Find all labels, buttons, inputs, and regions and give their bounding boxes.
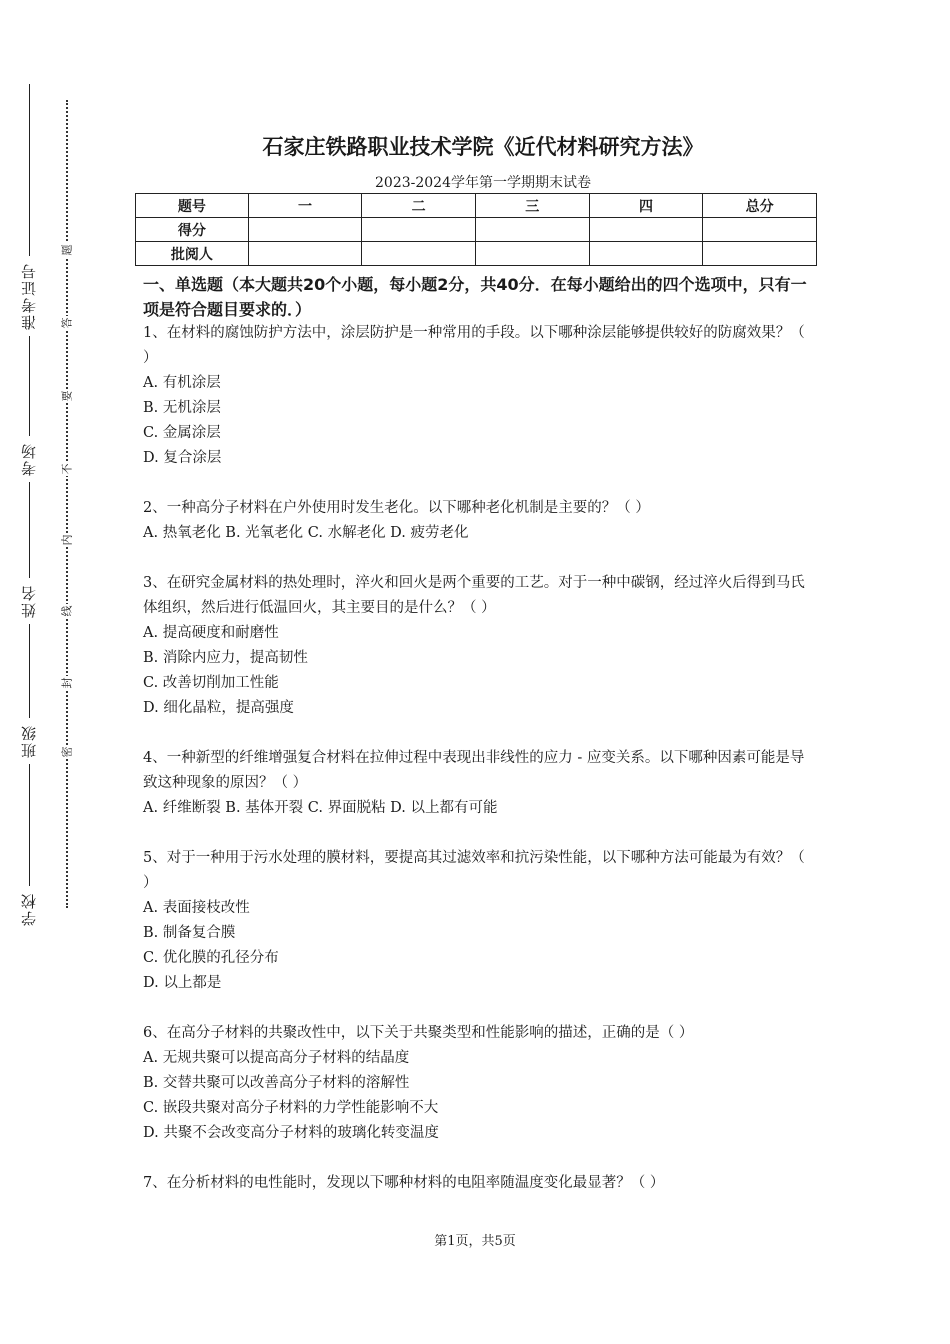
option-b: B. 交替共聚可以改善高分子材料的溶解性 xyxy=(143,1075,410,1091)
score-cell xyxy=(248,218,362,242)
seal-line xyxy=(66,100,68,908)
question-7 xyxy=(143,1171,815,1196)
score-table-row xyxy=(136,242,817,266)
page-subtitle: 2023-2024学年第一学期期末试卷 xyxy=(375,175,591,191)
field-exam-room-label: 考场 xyxy=(20,442,38,476)
score-table-row xyxy=(136,218,817,242)
option-b: B. 无机涂层 xyxy=(143,400,221,416)
question-stem: 6、在高分子材料的共聚改性中，以下关于共聚类型和性能影响的描述，正确的是（ ） xyxy=(143,1025,694,1041)
score-header-cell: 题号 xyxy=(136,194,249,218)
inline-options: A. 热氧老化 B. 光氧老化 C. 水解老化 D. 疲劳老化 xyxy=(143,525,469,541)
score-row-label: 得分 xyxy=(136,218,249,242)
option-c: C. 金属涂层 xyxy=(143,425,221,441)
score-header-cell: 总分 xyxy=(703,194,817,218)
seal-char: 内 xyxy=(60,534,73,546)
seal-char: 不 xyxy=(60,463,73,475)
inline-options: A. 纤维断裂 B. 基体开裂 C. 界面脱粘 D. 以上都有可能 xyxy=(143,800,498,816)
field-line xyxy=(29,624,30,718)
score-cell xyxy=(362,218,476,242)
score-table xyxy=(135,193,817,266)
score-row-label: 批阅人 xyxy=(136,242,249,266)
question-3 xyxy=(143,571,815,721)
question-stem: 4、一种新型的纤维增强复合材料在拉伸过程中表现出非线性的应力 - 应变关系。以下哪种因素可能是导致这种现象的原因？（ ） xyxy=(143,750,805,791)
seal-char: 题 xyxy=(60,244,73,256)
field-line xyxy=(29,336,30,436)
question-stem: 2、一种高分子材料在户外使用时发生老化。以下哪种老化机制是主要的？（ ） xyxy=(143,500,650,516)
option-d: D. 细化晶粒，提高强度 xyxy=(143,700,294,716)
question-stem: 5、对于一种用于污水处理的膜材料，要提高其过滤效率和抗污染性能，以下哪种方法可能最为有效？（ ） xyxy=(143,850,805,891)
field-line xyxy=(29,482,30,578)
field-exam-id-label: 准考证号 xyxy=(20,262,38,330)
option-b: B. 制备复合膜 xyxy=(143,925,236,941)
score-cell xyxy=(362,242,476,266)
binding-fields xyxy=(22,84,37,932)
option-d: D. 复合涂层 xyxy=(143,450,222,466)
field-line xyxy=(29,84,30,256)
option-d: D. 以上都是 xyxy=(143,975,222,991)
question-stem: 1、在材料的腐蚀防护方法中，涂层防护是一种常用的手段。以下哪种涂层能够提供较好的防腐效果？（ ） xyxy=(143,325,805,366)
page-footer: 第1页，共5页 xyxy=(434,1234,516,1249)
question-list xyxy=(143,321,815,1221)
score-header-cell: 二 xyxy=(362,194,476,218)
option-c: C. 嵌段共聚对高分子材料的力学性能影响不大 xyxy=(143,1100,439,1116)
question-stem: 7、在分析材料的电性能时，发现以下哪种材料的电阻率随温度变化最显著？（ ） xyxy=(143,1175,665,1191)
seal-char: 要 xyxy=(60,390,73,402)
option-c: C. 优化膜的孔径分布 xyxy=(143,950,279,966)
option-a: A. 提高硬度和耐磨性 xyxy=(143,625,279,641)
option-d: D. 共聚不会改变高分子材料的玻璃化转变温度 xyxy=(143,1125,439,1141)
section-title: 一、单选题（本大题共20个小题，每小题2分，共40分．在每小题给出的四个选项中，只有一项是符合题目要求的．） xyxy=(143,275,807,319)
question-1 xyxy=(143,321,815,471)
score-cell xyxy=(248,242,362,266)
score-cell xyxy=(589,218,703,242)
field-line xyxy=(29,764,30,886)
score-header-cell: 一 xyxy=(248,194,362,218)
question-4 xyxy=(143,746,815,821)
option-a: A. 无规共聚可以提高高分子材料的结晶度 xyxy=(143,1050,410,1066)
score-cell xyxy=(475,218,589,242)
field-class-label: 班级 xyxy=(20,724,38,758)
option-a: A. 表面接枝改性 xyxy=(143,900,250,916)
score-cell xyxy=(703,242,817,266)
score-header-cell: 三 xyxy=(475,194,589,218)
score-cell xyxy=(475,242,589,266)
question-5 xyxy=(143,846,815,996)
question-2 xyxy=(143,496,815,546)
score-table-header-row xyxy=(136,194,817,218)
option-c: C. 改善切削加工性能 xyxy=(143,675,279,691)
seal-char: 密 xyxy=(60,746,73,758)
option-a: A. 有机涂层 xyxy=(143,375,221,391)
score-cell xyxy=(703,218,817,242)
page-title: 石家庄铁路职业技术学院《近代材料研究方法》 xyxy=(262,135,704,159)
question-6 xyxy=(143,1021,815,1146)
field-school-label: 学校 xyxy=(20,892,38,926)
seal-char: 线 xyxy=(60,605,73,617)
score-header-cell: 四 xyxy=(589,194,703,218)
seal-char: 答 xyxy=(60,317,73,329)
question-stem: 3、在研究金属材料的热处理时，淬火和回火是两个重要的工艺。对于一种中碳钢，经过淬火后得到马氏体组织，然后进行低温回火，其主要目的是什么？（ ） xyxy=(143,575,805,616)
option-b: B. 消除内应力，提高韧性 xyxy=(143,650,308,666)
field-name-label: 姓名 xyxy=(20,584,38,618)
score-cell xyxy=(589,242,703,266)
binding-margin xyxy=(0,0,110,1344)
seal-char: 封 xyxy=(60,677,73,689)
